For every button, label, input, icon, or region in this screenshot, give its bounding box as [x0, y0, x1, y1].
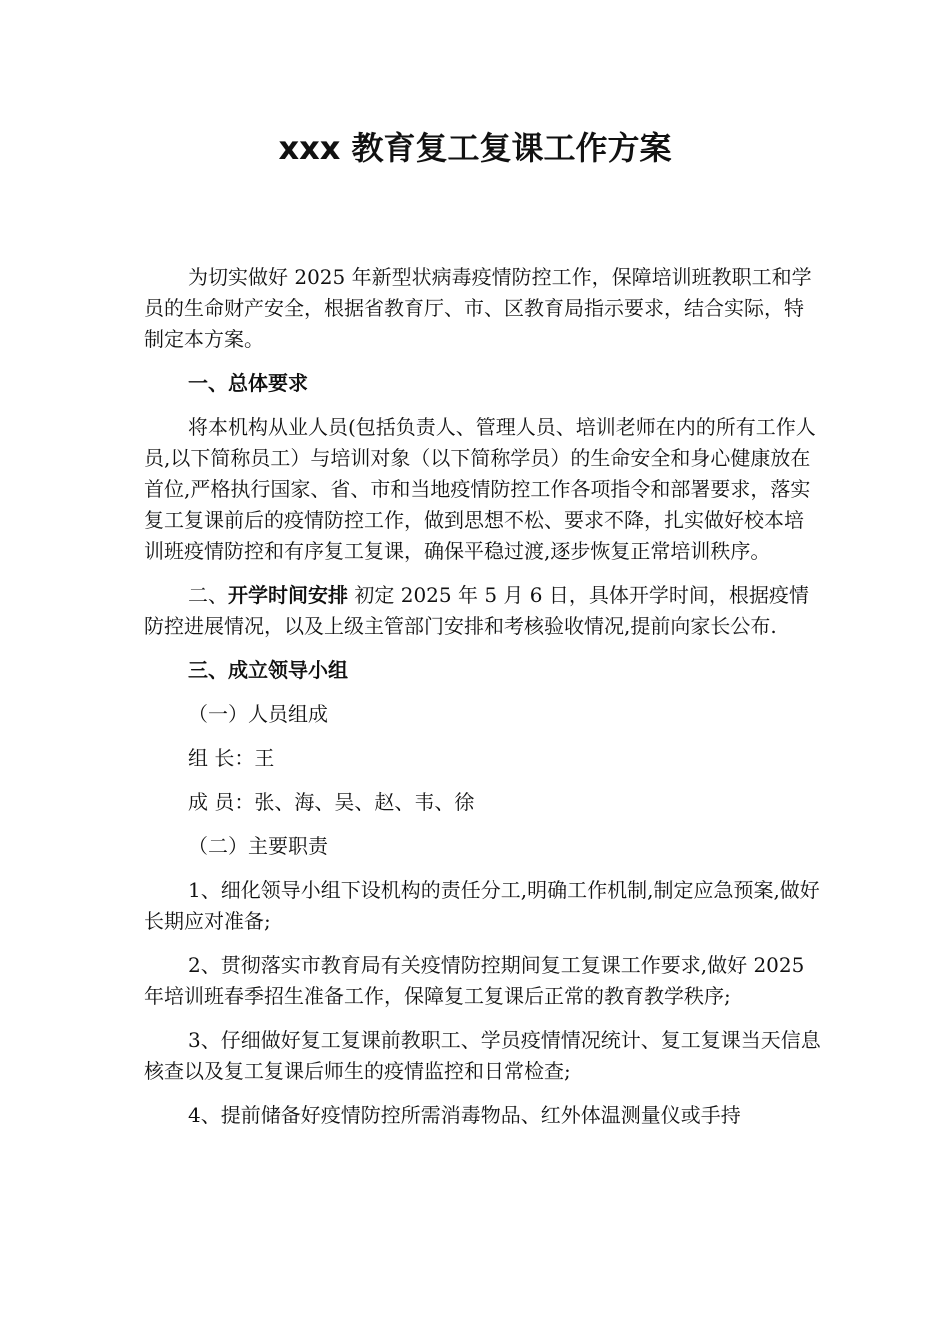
- section-2-heading: 开学时间安排: [228, 583, 348, 607]
- subsection-1: （一）人员组成: [188, 702, 328, 726]
- section-heading-3: 三、成立领导小组: [188, 658, 348, 682]
- document-title: xxx 教育复工复课工作方案: [278, 129, 672, 167]
- subsection-2: （二）主要职责: [188, 834, 328, 858]
- section-1-paragraph: 将本机构从业人员(包括负责人、管理人员、培训老师在内的所有工作人员,以下简称员工）与培训对象（以下简称学员）的生命安全和身心健康放在首位,严格执行国家、省、市和当地疫情防控工作各项指令和部署要求，落实复工复课前后的疫情防控工作，做到思想不松、要求不降，扎实做好校本培训班疫情防控和有序复工复课，确保平稳过渡,逐步恢复正常培训秩序。: [144, 415, 816, 563]
- members-line: 成 员：张、海、吴、赵、韦、徐: [188, 790, 475, 814]
- duty-1: 1、细化领导小组下设机构的责任分工,明确工作机制,制定应急预案,做好长期应对准备;: [144, 878, 820, 933]
- intro-paragraph: 为切实做好 2025 年新型状病毒疫情防控工作，保障培训班教职工和学员的生命财产安全，根据省教育厅、市、区教育局指示要求，结合实际，特制定本方案。: [144, 265, 812, 351]
- section-2-paragraph: [144, 580, 822, 642]
- duty-2: 2、贯彻落实市教育局有关疫情防控期间复工复课工作要求,做好 2025 年培训班春季招生准备工作，保障复工复课后正常的教育教学秩序;: [144, 953, 805, 1008]
- duty-3: 3、仔细做好复工复课前教职工、学员疫情情况统计、复工复课当天信息核查以及复工复课后师生的疫情监控和日常检查;: [144, 1028, 821, 1083]
- leader-line: 组 长：王: [188, 746, 275, 770]
- section-2-text: 初定 2025 年 5 月 6 日，具体开学时间，根据疫情防控进展情况，以及上级主管部门安排和考核验收情况,提前向家长公布.: [144, 583, 809, 638]
- document-body: [144, 262, 822, 1131]
- duty-4: 4、提前储备好疫情防控所需消毒物品、红外体温测量仪或手持: [188, 1103, 741, 1127]
- section-heading-1: 一、总体要求: [188, 371, 308, 395]
- section-2-prefix: 二、: [188, 583, 228, 607]
